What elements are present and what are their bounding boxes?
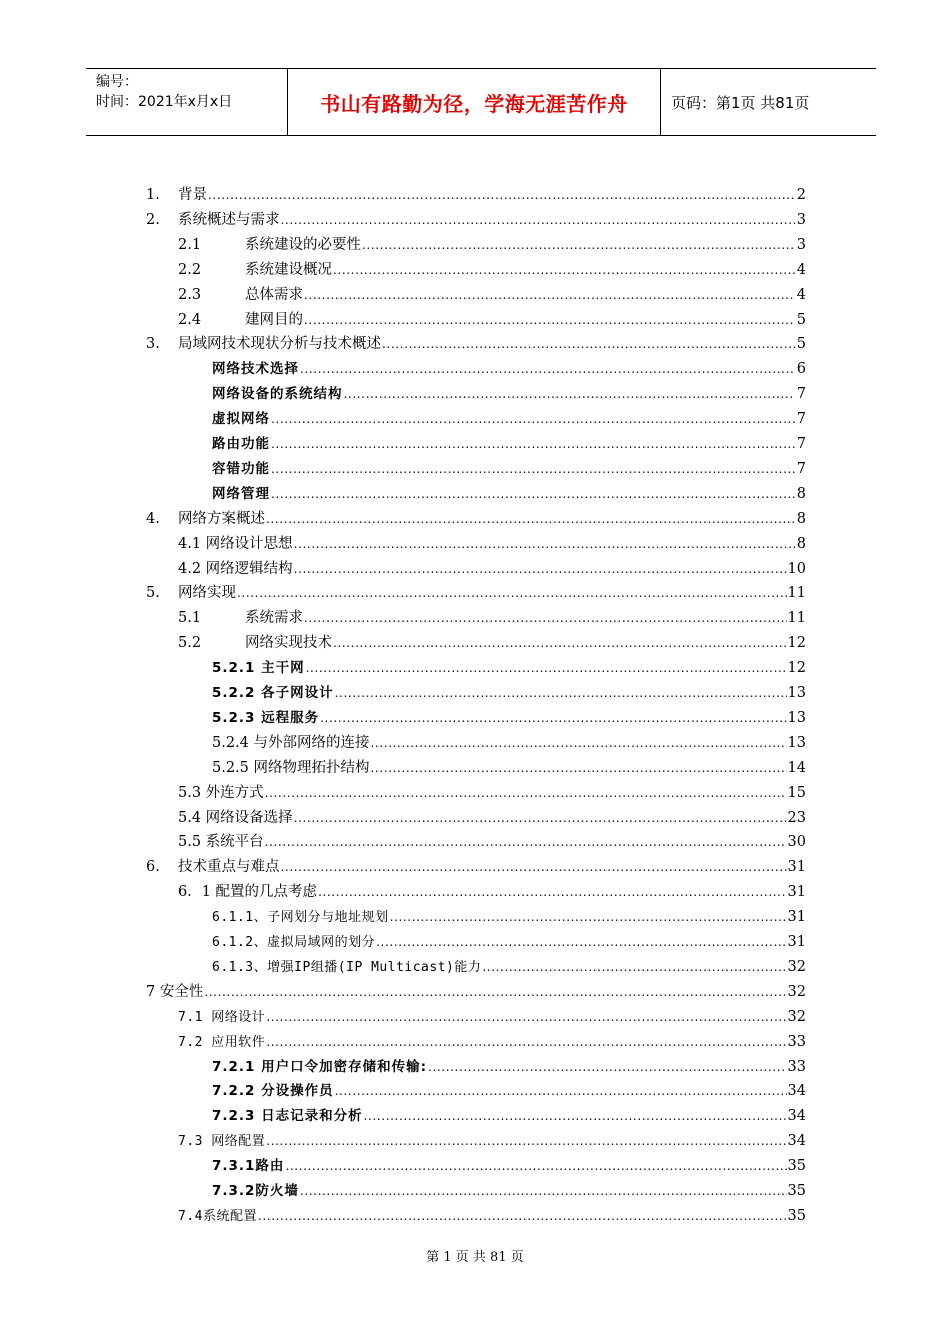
toc-entry[interactable]: [178, 1030, 806, 1055]
toc-entry-title: 6．1 配置的几点考虑: [178, 884, 318, 901]
toc-entry-title: 5.2.2 各子网设计: [212, 685, 334, 701]
toc-entry-number: 2.1: [178, 236, 202, 253]
toc-entry-number: 6.: [146, 859, 160, 876]
toc-entry[interactable]: [178, 880, 806, 905]
toc-entry[interactable]: [212, 1079, 806, 1104]
toc-leader-dots: [266, 1129, 786, 1154]
page-header: [86, 68, 876, 136]
page-footer: 第 1 页 共 81 页: [426, 1250, 524, 1265]
toc-entry-title: 系统建设的必要性: [245, 236, 361, 253]
toc-entry[interactable]: [146, 581, 806, 606]
toc-entry-page: 32: [787, 958, 806, 975]
toc-entry[interactable]: [212, 1055, 806, 1080]
toc-leader-dots: [344, 382, 796, 407]
toc-leader-dots: [285, 1154, 786, 1179]
toc-leader-dots: [265, 830, 787, 855]
toc-entry-title: 总体需求: [245, 286, 303, 303]
toc-entry-title: 系统概述与需求: [178, 211, 280, 228]
toc-entry[interactable]: [146, 208, 806, 233]
toc-entry-page: 31: [787, 909, 806, 926]
toc-leader-dots: [364, 1104, 787, 1129]
toc-entry[interactable]: [178, 308, 806, 333]
toc-leader-dots: [265, 781, 787, 806]
toc-entry-title: 技术重点与难点: [178, 859, 280, 876]
toc-entry[interactable]: [212, 706, 806, 731]
toc-entry[interactable]: [212, 457, 806, 482]
toc-leader-dots: [271, 482, 795, 507]
toc-entry[interactable]: [178, 557, 806, 582]
toc-entry[interactable]: [212, 656, 806, 681]
toc-entry-title: 背景: [178, 187, 207, 203]
toc-leader-dots: [208, 183, 795, 208]
toc-entry-page: 15: [787, 784, 806, 801]
toc-entry-page: 33: [787, 1033, 806, 1050]
toc-leader-dots: [271, 432, 795, 457]
toc-entry-title: 网络技术选择: [212, 361, 299, 378]
toc-leader-dots: [294, 806, 787, 831]
toc-entry-title: 7.2.2 分设操作员: [212, 1083, 334, 1100]
toc-entry[interactable]: [178, 631, 806, 656]
toc-entry-page: 32: [787, 1008, 806, 1025]
toc-entry-page: 3: [796, 211, 806, 228]
toc-entry-page: 13: [787, 685, 806, 701]
toc-entry-title: 5.2.5 网络物理拓扑结构: [212, 759, 370, 776]
toc-leader-dots: [266, 1030, 786, 1055]
toc-entry-title: 6.1.3、增强IP组播(IP Multicast)能力: [212, 959, 482, 975]
toc-leader-dots: [333, 258, 795, 283]
toc-entry[interactable]: [178, 532, 806, 557]
toc-entry-page: 34: [787, 1133, 806, 1150]
toc-entry-page: 35: [787, 1183, 806, 1199]
toc-entry-title: 6.1.1、子网划分与地址规划: [212, 910, 389, 926]
toc-entry-page: 5: [796, 336, 806, 353]
toc-entry-number: 5.: [146, 585, 160, 602]
toc-leader-dots: [320, 706, 786, 731]
toc-entry[interactable]: [146, 507, 806, 532]
toc-entry-title: 网络实现: [178, 585, 236, 602]
toc-leader-dots: [271, 407, 795, 432]
toc-entry[interactable]: [178, 781, 806, 806]
toc-leader-dots: [271, 457, 795, 482]
toc-entry[interactable]: [212, 382, 806, 407]
toc-leader-dots: [266, 507, 795, 532]
toc-entry-number: 5.2: [178, 635, 202, 652]
toc-entry[interactable]: [178, 233, 806, 258]
toc-leader-dots: [371, 756, 787, 781]
toc-entry-title: 7.3 网络配置: [178, 1134, 266, 1150]
toc-entry-title: 系统建设概况: [245, 261, 332, 278]
toc-entry-page: 23: [787, 809, 806, 826]
toc-entry-title: 路由功能: [212, 436, 270, 452]
toc-entry[interactable]: [178, 606, 806, 631]
toc-entry-number: 2.4: [178, 311, 202, 328]
toc-entry-page: 31: [787, 934, 806, 950]
toc-leader-dots: [304, 606, 787, 631]
toc-entry-page: 13: [787, 734, 806, 751]
toc-entry-title: 局域网技术现状分析与技术概述: [178, 336, 381, 353]
toc-entry-number: 3.: [146, 336, 160, 353]
toc-entry[interactable]: [178, 1204, 806, 1229]
toc-entry-page: 11: [787, 585, 806, 602]
toc-entry[interactable]: [212, 1104, 806, 1129]
toc-entry-title: 5.2.4 与外部网络的连接: [212, 734, 370, 751]
toc-entry[interactable]: [212, 930, 806, 955]
toc-entry-page: 8: [796, 510, 806, 527]
toc-entry-page: 7: [796, 460, 806, 477]
toc-entry-title: 5.3 外连方式: [178, 784, 264, 801]
toc-entry-page: 31: [787, 859, 806, 876]
toc-entry-page: 31: [787, 884, 806, 901]
toc-entry[interactable]: [212, 1179, 806, 1204]
toc-entry[interactable]: [178, 1129, 806, 1154]
toc-entry-page: 5: [796, 311, 806, 328]
toc-leader-dots: [266, 1005, 786, 1030]
toc-entry-page: 7: [796, 411, 806, 428]
toc-entry[interactable]: [178, 830, 806, 855]
toc-entry[interactable]: [212, 681, 806, 706]
toc-leader-dots: [428, 1055, 787, 1080]
toc-leader-dots: [281, 208, 796, 233]
toc-entry-title: 5.2.1 主干网: [212, 660, 305, 677]
time-label: 时间：2021年x月x日: [96, 94, 233, 110]
toc-entry-number: 2.2: [178, 261, 202, 278]
toc-entry-page: 12: [787, 660, 806, 677]
toc-leader-dots: [482, 955, 786, 980]
toc-entry-title: 网络设备的系统结构: [212, 386, 343, 403]
toc-leader-dots: [304, 283, 795, 308]
toc-entry[interactable]: [212, 756, 806, 781]
toc-leader-dots: [335, 1079, 787, 1104]
toc-entry-page: 8: [796, 535, 806, 552]
toc-entry-number: 5.1: [178, 610, 202, 627]
toc-entry[interactable]: [212, 731, 806, 756]
header-meta: [86, 69, 288, 135]
toc-entry-title: 4.2 网络逻辑结构: [178, 560, 293, 577]
toc-entry-title: 虚拟网络: [212, 411, 270, 428]
toc-entry[interactable]: [212, 407, 806, 432]
toc-entry-page: 34: [787, 1108, 806, 1125]
toc-entry-title: 5.4 网络设备选择: [178, 809, 293, 826]
toc-leader-dots: [362, 233, 795, 258]
toc-entry[interactable]: [146, 980, 806, 1005]
toc-leader-dots: [294, 532, 795, 557]
toc-entry-page: 7: [796, 436, 806, 452]
toc-entry-page: 6: [796, 361, 806, 378]
toc-entry-title: 网络方案概述: [178, 510, 265, 527]
toc-entry-page: 12: [787, 635, 806, 652]
toc-entry[interactable]: [212, 357, 806, 382]
toc-entry-page: 10: [787, 560, 806, 577]
toc-entry-page: 30: [787, 834, 806, 851]
toc-entry[interactable]: [146, 855, 806, 880]
header-page-info: 页码：第1页 共81页: [671, 93, 810, 112]
toc-entry-title: 系统需求: [245, 610, 303, 627]
toc-entry-page: 7: [796, 386, 806, 403]
toc-entry-page: 4: [796, 286, 806, 303]
toc-entry-title: 7.4系统配置: [178, 1208, 257, 1224]
toc-entry[interactable]: [212, 432, 806, 457]
toc-entry[interactable]: [212, 1154, 806, 1179]
toc-entry[interactable]: [178, 1005, 806, 1030]
toc-leader-dots: [237, 581, 787, 606]
toc-entry-title: 网络实现技术: [245, 635, 332, 652]
toc-entry-number: 1.: [146, 187, 160, 203]
toc-entry-page: 34: [787, 1083, 806, 1100]
toc-entry-title: 容错功能: [212, 460, 270, 477]
toc-entry-title: 4.1 网络设计思想: [178, 535, 293, 552]
toc-entry-title: 7.2 应用软件: [178, 1034, 266, 1050]
toc-entry-title: 5.2.3 远程服务: [212, 709, 320, 726]
toc-entry-number: 4.: [146, 510, 160, 527]
toc-leader-dots: [306, 656, 787, 681]
toc-entry[interactable]: [178, 806, 806, 831]
toc-entry-title: 7.3.1路由: [212, 1158, 285, 1175]
toc-entry-title: 7.1 网络设计: [178, 1009, 266, 1025]
toc-leader-dots: [390, 905, 787, 930]
toc-entry[interactable]: [178, 283, 806, 308]
toc-entry[interactable]: [178, 258, 806, 283]
toc-entry-page: 4: [796, 261, 806, 278]
toc-entry-page: 11: [787, 610, 806, 627]
toc-entry-page: 35: [787, 1158, 806, 1175]
toc-leader-dots: [294, 557, 787, 582]
toc-leader-dots: [258, 1204, 787, 1229]
toc-entry-title: 网络管理: [212, 485, 270, 502]
toc-leader-dots: [300, 1179, 787, 1204]
toc-leader-dots: [204, 980, 786, 1005]
header-motto: 书山有路勤为径，学海无涯苦作舟: [288, 69, 661, 135]
number-label: 编号：: [96, 74, 138, 90]
toc-entry-title: 建网目的: [245, 311, 303, 328]
toc-entry-title: 7.3.2防火墙: [212, 1183, 299, 1199]
toc-leader-dots: [371, 731, 787, 756]
toc-entry[interactable]: [146, 332, 806, 357]
toc-leader-dots: [333, 631, 787, 656]
toc-leader-dots: [281, 855, 787, 880]
toc-entry-page: 8: [796, 485, 806, 502]
toc-leader-dots: [376, 930, 786, 955]
toc-entry[interactable]: [212, 955, 806, 980]
toc-leader-dots: [318, 880, 786, 905]
toc-entry-page: 32: [787, 983, 806, 1000]
toc-entry-page: 33: [787, 1058, 806, 1075]
toc-entry-page: 14: [787, 759, 806, 776]
toc-leader-dots: [382, 332, 795, 357]
toc-entry-title: 6.1.2、虚拟局域网的划分: [212, 935, 376, 950]
toc-entry-title: 7.2.1 用户口令加密存储和传输:: [212, 1058, 428, 1075]
toc-entry-number: 2.: [146, 211, 160, 228]
toc-entry-title: 5.5 系统平台: [178, 834, 264, 851]
toc-entry-title: 7.2.3 日志记录和分析: [212, 1108, 363, 1125]
toc-entry-page: 13: [787, 709, 806, 726]
toc-entry-page: 3: [796, 236, 806, 253]
toc-leader-dots: [300, 357, 795, 382]
toc-entry-page: 2: [796, 187, 806, 203]
toc-entry[interactable]: [212, 482, 806, 507]
toc-leader-dots: [304, 308, 795, 333]
toc-entry[interactable]: [146, 183, 806, 208]
toc-entry-number: 2.3: [178, 286, 202, 303]
toc-entry[interactable]: [212, 905, 806, 930]
toc-entry-page: 35: [787, 1207, 806, 1224]
toc-leader-dots: [335, 681, 787, 706]
toc-entry-title: 7 安全性: [146, 983, 204, 1000]
